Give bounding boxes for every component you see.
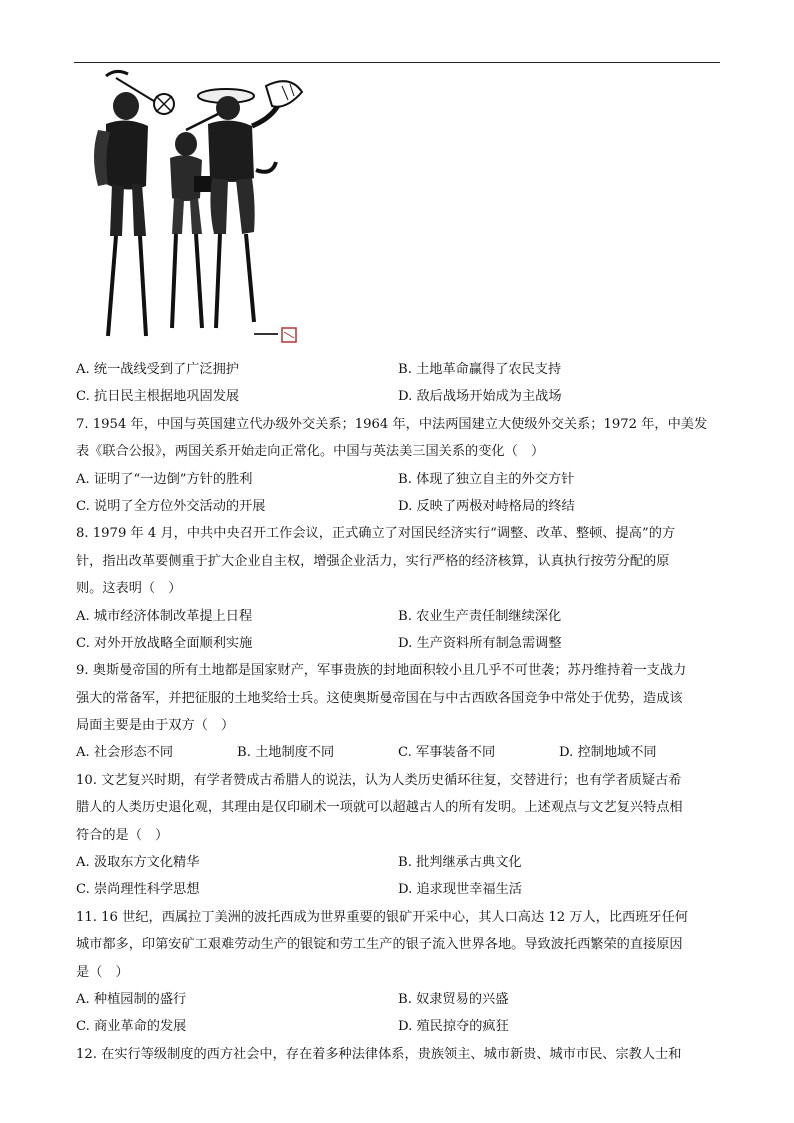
q6-option-d[interactable]: D. 敌后战场开始成为主战场 [398,389,562,405]
q6-option-c[interactable]: C. 抗日民主根据地巩固发展 [76,389,240,405]
q11-option-c[interactable]: C. 商业革命的发展 [76,1019,187,1035]
q8-option-a[interactable]: A. 城市经济体制改革提上日程 [76,608,253,624]
q10-option-a[interactable]: A. 汲取东方文化精华 [76,855,200,871]
q7-option-c[interactable]: C. 说明了全方位外交活动的开展 [76,498,266,514]
question-content [76,356,726,1068]
q10-option-c[interactable]: C. 崇尚理性科学思想 [76,882,200,898]
q11-stem-line-1: 11. 16 世纪，西属拉丁美洲的波托西成为世界重要的银矿开采中心，其人口高达 12 万人，比西班牙任何 [76,909,688,925]
q11-stem-line-3: 是（ ） [76,964,129,980]
q10-options-row-1 [76,849,726,876]
q7-stem-line-1: 7. 1954 年，中国与英国建立代办级外交关系；1964 年，中法两国建立大使级外交关系；1972 年，中美发 [76,416,708,432]
q9-stem-line-1: 9. 奥斯曼帝国的所有土地都是国家财产，军事贵族的封地面积较小且几乎不可世袭；苏丹维持着一支战力 [76,663,687,679]
q7-option-b[interactable]: B. 体现了独立自主的外交方针 [398,471,575,487]
q6-option-a[interactable]: A. 统一战线受到了广泛拥护 [76,362,239,377]
q10-stem-line-3: 符合的是（ ） [76,827,169,843]
q10-options-row-2 [76,876,726,903]
q11-option-a[interactable]: A. 种植园制的盛行 [76,991,187,1007]
q10-option-b[interactable]: B. 批判继承古典文化 [398,855,522,871]
q6-option-b[interactable]: B. 土地革命赢得了农民支持 [398,362,562,377]
q6-options-row-1 [76,356,726,383]
q9-option-b[interactable]: B. 土地制度不同 [237,745,335,761]
q10-option-d[interactable]: D. 追求现世幸福生活 [398,882,522,898]
q11-options-row-1 [76,986,726,1013]
q7-options-row-1 [76,466,726,493]
q7-stem-line-2: 表《联合公报》，两国关系开始走向正常化。中国与英法美三国关系的变化（ ） [76,444,545,460]
q9-stem-line-3: 局面主要是由于双方（ ） [76,718,235,734]
stilt-walkers-woodcut-illustration [76,66,312,350]
q10-stem-line-2: 腊人的人类历史退化观，其理由是仅印刷术一项就可以超越古人的所有发明。上述观点与文艺复兴特点相 [76,800,683,816]
q9-options-row [76,739,726,766]
q8-options-row-1 [76,603,726,630]
q6-options-row-2 [76,383,726,410]
q8-option-c[interactable]: C. 对外开放战略全面顺利实施 [76,635,253,651]
q9-option-c[interactable]: C. 军事装备不同 [398,745,496,761]
q7-options-row-2 [76,493,726,520]
q10-stem-line-1: 10. 文艺复兴时期，有学者赞成古希腊人的说法，认为人类历史循环往复，交替进行；也有学者质疑古希 [76,772,682,788]
q12-stem-line-1: 12. 在实行等级制度的西方社会中，存在着多种法律体系，贵族领主、城市新贵、城市市民、宗教人士和 [76,1046,682,1062]
q8-option-d[interactable]: D. 生产资料所有制急需调整 [398,635,562,651]
q7-option-d[interactable]: D. 反映了两极对峙格局的终结 [398,498,575,514]
q8-stem-line-3: 则。这表明（ ） [76,581,182,597]
q11-options-row-2 [76,1013,726,1040]
q9-option-a[interactable]: A. 社会形态不同 [76,745,174,761]
q9-option-d[interactable]: D. 控制地域不同 [559,745,657,761]
q9-stem-line-2: 强大的常备军，并把征服的土地奖给士兵。这使奥斯曼帝国在与中古西欧各国竞争中常处于优势，造成该 [76,690,683,706]
q8-stem-line-1: 8. 1979 年 4 月，中共中央召开工作会议，正式确立了对国民经济实行“调整、改革、整顿、提高”的方 [76,526,676,542]
q11-stem-line-2: 城市都多，印第安矿工艰难劳动生产的银锭和劳工生产的银子流入世界各地。导致波托西繁荣的直接原因 [76,937,683,953]
q8-options-row-2 [76,630,726,657]
q7-option-a[interactable]: A. 证明了“一边倒”方针的胜利 [76,471,253,487]
q8-stem-line-2: 针，指出改革要侧重于扩大企业自主权，增强企业活力，实行严格的经济核算，认真执行按劳分配的原 [76,553,670,569]
q11-option-b[interactable]: B. 奴隶贸易的兴盛 [398,991,509,1007]
q8-option-b[interactable]: B. 农业生产责任制继续深化 [398,608,562,624]
header-rule [74,62,720,63]
q11-option-d[interactable]: D. 殖民掠夺的疯狂 [398,1019,509,1035]
